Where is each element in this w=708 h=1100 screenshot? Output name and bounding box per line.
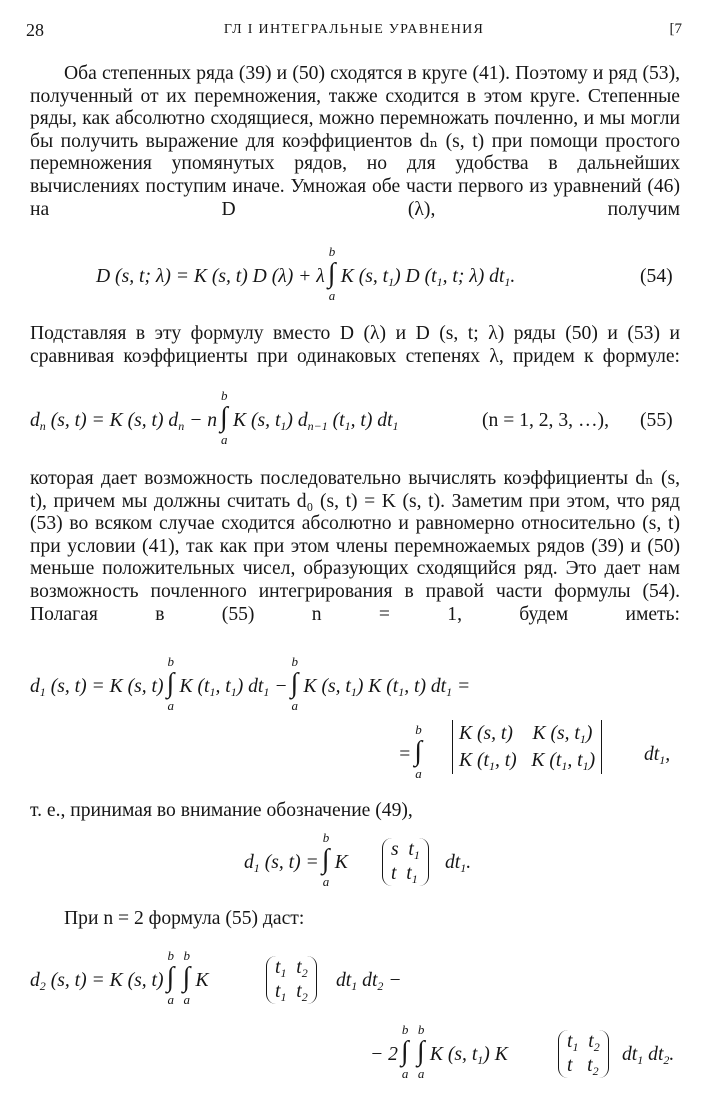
- k-symbol-matrix-d2b: $t_1$ $t_2$ t $t_2$: [558, 1030, 609, 1078]
- k-symbol-differential: $dt_1$.: [445, 852, 472, 875]
- equation-d2-line1: $d_2$ (s, t) = K (s, t) b ∫ a b ∫ a K: [30, 948, 209, 1007]
- equation-54: D (s, t; λ) = K (s, t) D (λ) + λ b ∫ a K (s, $t_1$) D ($t_1$, t; λ) $dt_1$.: [96, 244, 516, 303]
- equation-55-number: (55): [640, 410, 673, 431]
- integral-sign: b ∫ a: [327, 244, 336, 303]
- integral-sign: b ∫ a: [166, 948, 175, 1007]
- equation-d2-line2-tail: $dt_1$ $dt_2$.: [622, 1044, 675, 1067]
- paragraph-2: Подставляя в эту формулу вместо D (λ) и D (s, t; λ) ряды (50) и (53) и сравнивая коэффициенты при одинаковых степенях λ, придем к формуле:: [30, 323, 680, 367]
- page-number: 28: [26, 20, 44, 40]
- equation-d2-line2: − 2 b ∫ a b ∫ a K (s, $t_1$) K: [370, 1022, 508, 1081]
- equation-55-condition: (n = 1, 2, 3, …),: [482, 410, 609, 431]
- integral-sign: b ∫ a: [220, 388, 228, 447]
- k-symbol-matrix-d2: $t_1$ $t_2$ $t_1$ $t_2$: [266, 956, 317, 1004]
- paragraph-3: которая дает возможность последовательно вычислять коэффициенты dₙ (s, t), причем мы должны считать d₀ (s, t) = K (s, t). Заметим при этом, что ряд (53) во всяком случае сходится абсолютно и равномерно относительно (s, t) при условии (41), так как при этом члены перемножаемых рядов (39) и (50) меньше положительных чисел, образующих сходящийся ряд. Это дает нам возможность почленного интегрирования в правой части формулы (54). Полагая в (55) n = 1, будем иметь:: [30, 468, 680, 625]
- determinant-differential: $dt_1$,: [644, 744, 671, 767]
- equation-d2-line1-tail: $dt_1$ $dt_2$ −: [336, 970, 402, 993]
- equation-d1-symbol: $d_1$ (s, t) = b ∫ a K: [244, 830, 348, 889]
- determinant-matrix: K (s, t) K (s, $t_1$) K ($t_1$, t) K ($t_1$, $t_1$): [452, 720, 602, 774]
- equation-54-number: (54): [640, 266, 673, 287]
- integral-sign: b ∫ a: [290, 654, 299, 713]
- integral-sign: b ∫ a: [414, 722, 422, 781]
- paragraph-1: Оба степенных ряда (39) и (50) сходятся в круге (41). Поэтому и ряд (53), полученный от их перемножения, также сходится в этом круге. Степенные ряды, как абсолютно сходящиеся, можно перемножать почленно, и мы могли бы получить выражение для коэффициентов dₙ (s, t) при помощи простого перемножения упомянутых рядов, но для удобства в дальнейших вычислениях поступим иначе. Умножая обе части первого из уравнений (46) на D (λ), получим: [30, 63, 680, 220]
- equation-d1-determinant: = b ∫ a: [398, 744, 427, 766]
- equation-55: $d_n$ (s, t) = K (s, t) $d_n - n$ b ∫ a K (s, $t_1$) $d_{n-1}$ ($t_1$, t) $dt_1$: [30, 388, 399, 447]
- integral-sign: b ∫ a: [166, 654, 175, 713]
- equation-d1: $d_1$ (s, t) = K (s, t) b ∫ a K ($t_1$, $t_1$) $dt_1$ − b ∫ a K (s, $t_1$) K ($t_1$, t) $dt_1$ =: [30, 654, 471, 713]
- k-symbol-matrix: s $t_1$ t $t_1$: [382, 838, 429, 886]
- integral-sign: b ∫ a: [182, 948, 191, 1007]
- integral-sign: b ∫ a: [400, 1022, 409, 1081]
- paragraph-5: При n = 2 формула (55) даст:: [64, 908, 305, 929]
- paragraph-4: т. е., принимая во внимание обозначение (49),: [30, 800, 413, 821]
- integral-sign: b ∫ a: [321, 830, 330, 889]
- integral-sign: b ∫ a: [416, 1022, 425, 1081]
- running-header: [26, 20, 682, 44]
- section-mark: [7: [669, 21, 682, 37]
- chapter-title: ГЛ I ИНТЕГРАЛЬНЫЕ УРАВНЕНИЯ: [223, 22, 485, 37]
